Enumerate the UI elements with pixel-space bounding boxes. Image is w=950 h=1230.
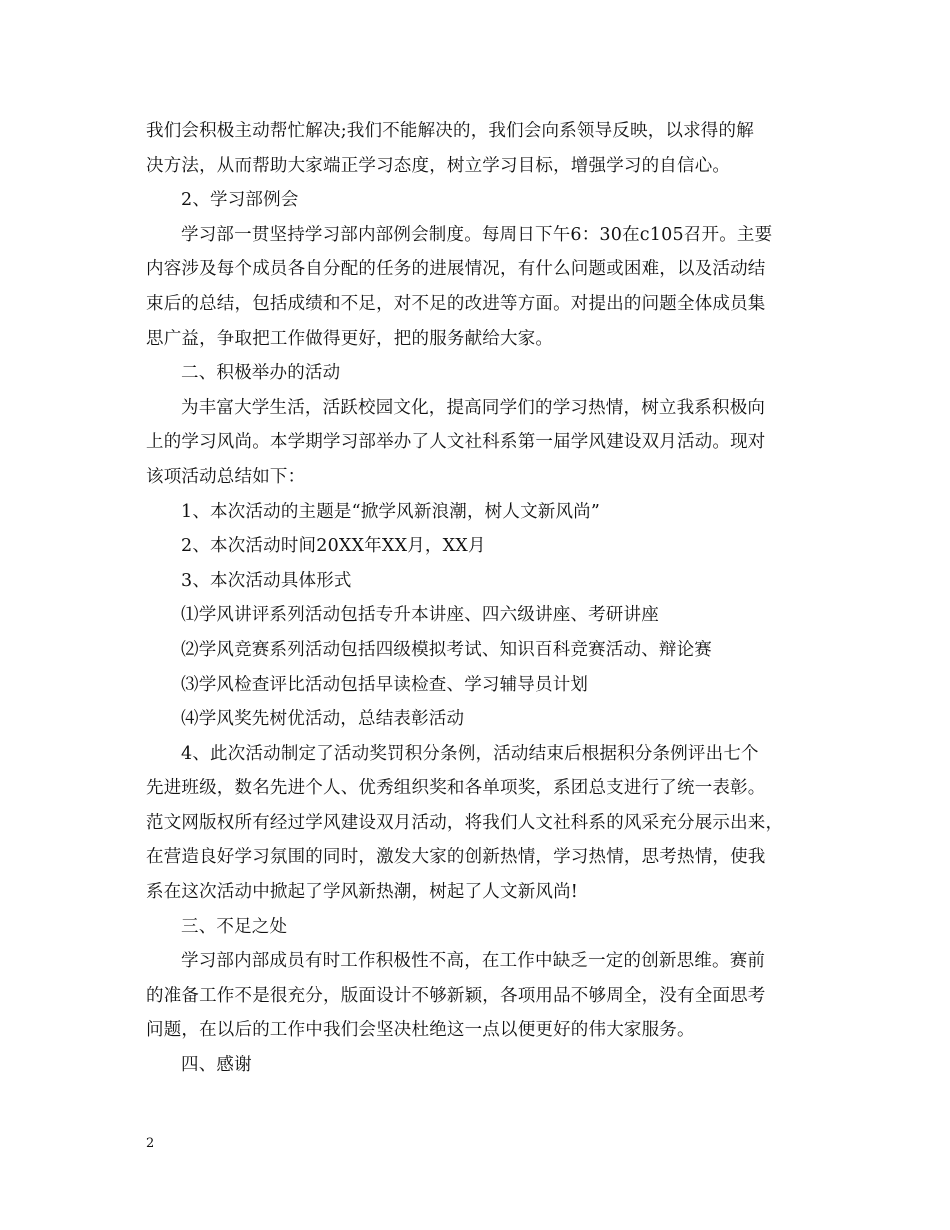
text-line: 学习部一贯坚持学习部内部例会制度。每周日下午6：30在c105召开。主要 [181, 224, 773, 245]
text-line: 问题，在以后的工作中我们会坚决杜绝这一点以便更好的伟大家服务。 [146, 1020, 695, 1041]
section-heading: 三、不足之处 [181, 916, 288, 937]
list-item: 3、本次活动具体形式 [181, 570, 352, 591]
text-line: 先进班级，数名先进个人、优秀组织奖和各单项奖，系团总支进行了统一表彰。 [146, 778, 766, 799]
text-line: 内容涉及每个成员各自分配的任务的进展情况，有什么问题或困难，以及活动结 [146, 259, 766, 280]
list-item: 1、本次活动的主题是“掀学风新浪潮，树人文新风尚” [181, 501, 601, 522]
section-heading: 二、积极举办的活动 [181, 363, 341, 384]
list-item: ⑷学风奖先树优活动，总结表彰活动 [181, 709, 465, 730]
text-line: 思广益，争取把工作做得更好，把的服务献给大家。 [146, 328, 554, 349]
section-heading: 四、感谢 [181, 1055, 252, 1076]
text-line: 该项活动总结如下： [146, 466, 306, 487]
text-line: 决方法，从而帮助大家端正学习态度，树立学习目标，增强学习的自信心。 [146, 155, 731, 176]
text-line: 上的学习风尚。本学期学习部举办了人文社科系第一届学风建设双月活动。现对 [146, 432, 766, 453]
text-line: 范文网版权所有经过学风建设双月活动，将我们人文社科系的风采充分展示出来， [146, 812, 784, 833]
text-line: 的准备工作不是很充分，版面设计不够新颖，各项用品不够周全，没有全面思考 [146, 985, 766, 1006]
list-item: ⑶学风检查评比活动包括早读检查、学习辅导员计划 [181, 674, 589, 695]
text-line: 我们会积极主动帮忙解决;我们不能解决的，我们会向系领导反映，以求得的解 [146, 121, 754, 141]
list-item: 4、此次活动制定了活动奖罚积分条例，活动结束后根据积分条例评出七个 [181, 743, 759, 764]
text-line: 束后的总结，包括成绩和不足，对不足的改进等方面。对提出的问题全体成员集 [146, 293, 766, 314]
text-line: 在营造良好学习氛围的同时，激发大家的创新热情，学习热情，思考热情，使我 [146, 847, 766, 868]
page-number: 2 [146, 1136, 155, 1151]
document-body [146, 114, 816, 1083]
text-line: 为丰富大学生活，活跃校园文化，提高同学们的学习热情，树立我系积极向 [181, 397, 766, 418]
list-item: ⑴学风讲评系列活动包括专升本讲座、四六级讲座、考研讲座 [181, 605, 659, 626]
text-line: 系在这次活动中掀起了学风新热潮，树起了人文新风尚! [146, 882, 579, 903]
section-heading: 2、学习部例会 [181, 190, 299, 211]
list-item: 2、本次活动时间20XX年XX月，XX月 [181, 536, 486, 557]
text-line: 学习部内部成员有时工作积极性不高，在工作中缺乏一定的创新思维。赛前 [181, 951, 766, 972]
list-item: ⑵学风竞赛系列活动包括四级模拟考试、知识百科竞赛活动、辩论赛 [181, 639, 712, 660]
